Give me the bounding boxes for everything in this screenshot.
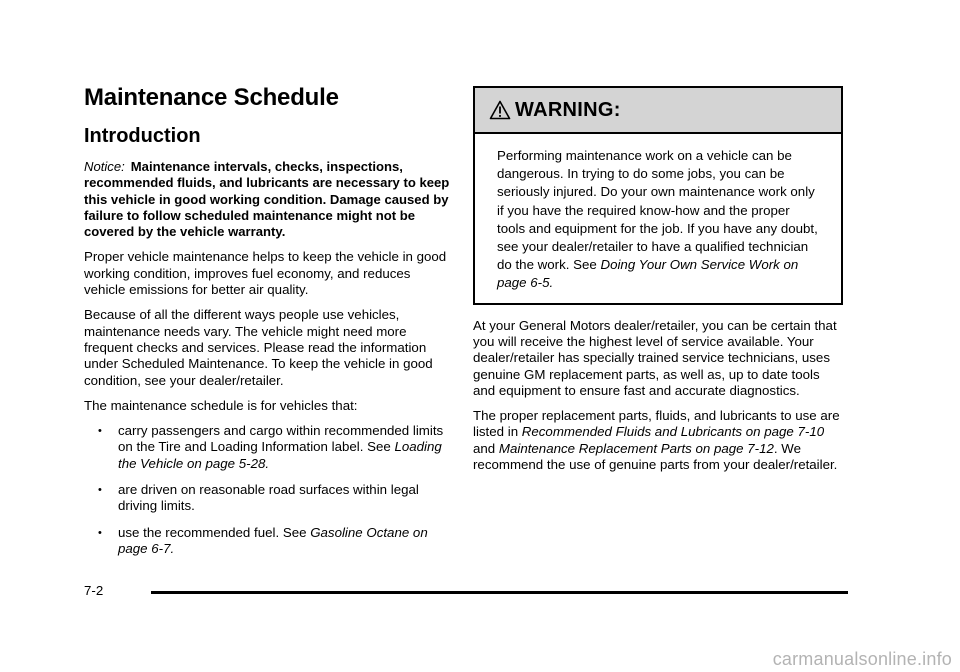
notice-paragraph xyxy=(84,159,450,240)
warning-header xyxy=(475,88,841,134)
paragraph-text: . We recommend the use of genuine parts from your dealer/retailer. xyxy=(473,440,838,472)
cross-reference-link[interactable]: Loading the Vehicle on page 5-28. xyxy=(118,439,442,471)
paragraph-text: The proper replacement parts, fluids, and lubricants to use are listed in xyxy=(473,408,840,440)
notice-text: Maintenance intervals, checks, inspections, recommended fluids, and lubricants are necessary to keep this vehicle in good working condition. Damage caused by failure to follow scheduled maintenance might not be covered by the vehicle warranty. xyxy=(84,159,450,240)
cross-reference-link[interactable]: Doing Your Own Service Work on page 6-5. xyxy=(497,257,799,291)
right-column xyxy=(473,86,843,482)
warning-text: Performing maintenance work on a vehicle can be dangerous. In trying to do some jobs, you can be seriously injured. Do your own maintenance work only if you have the required know-how and the proper tools and equipment for the job. If you have any doubt, see your dealer/retailer to have a qualified technician do the work. See xyxy=(497,148,818,273)
bullet-icon: • xyxy=(98,425,102,438)
paragraph-dealer-service: At your General Motors dealer/retailer, you can be certain that you will receive the highest level of service available. Your dealer/retailer has specially trained service technicians, uses genuine GM replacement parts, as well as, up to date tools and equipment to ensure fast and accurate diagnostics. xyxy=(473,317,837,398)
list-item xyxy=(98,423,450,472)
list-item-text: use the recommended fuel. See xyxy=(118,524,311,540)
list-item-text: are driven on reasonable road surfaces within legal driving limits. xyxy=(118,482,419,514)
list-item xyxy=(98,525,450,558)
list-item xyxy=(98,482,450,515)
warning-title: WARNING: xyxy=(515,98,621,121)
warning-box xyxy=(473,86,843,305)
warning-triangle-icon xyxy=(489,100,511,120)
page-title: Maintenance Schedule xyxy=(84,84,339,111)
bullet-icon: • xyxy=(98,484,102,497)
paragraph-maintenance-needs: Because of all the different ways people use vehicles, maintenance needs vary. The vehicle might need more frequent checks and services. Please read the information under Scheduled Maintenance. To keep the vehicle in good condition, see your dealer/retailer. xyxy=(84,307,433,388)
paragraph-text: and xyxy=(473,440,499,456)
warning-body xyxy=(475,134,841,303)
watermark: carmanualsonline.info xyxy=(772,649,952,669)
section-title: Introduction xyxy=(84,125,201,147)
vehicle-conditions-list xyxy=(84,423,450,557)
cross-reference-link[interactable]: Recommended Fluids and Lubricants on page 7-10 xyxy=(521,424,825,440)
paragraph-maintenance-benefits: Proper vehicle maintenance helps to keep the vehicle in good working condition, improves fuel economy, and reduces vehicle emissions for better air quality. xyxy=(84,249,447,298)
list-item-text: carry passengers and cargo within recommended limits on the Tire and Loading Information label. See xyxy=(118,423,444,455)
cross-reference-link[interactable]: Maintenance Replacement Parts on page 7-12 xyxy=(498,440,774,456)
notice-label: Notice: xyxy=(84,159,125,174)
footer-rule xyxy=(151,591,848,594)
cross-reference-link[interactable]: Gasoline Octane on page 6-7. xyxy=(118,524,428,556)
page-footer xyxy=(84,583,850,603)
paragraph-replacement-parts xyxy=(473,408,843,473)
page-number: 7-2 xyxy=(84,583,104,598)
left-column xyxy=(84,84,450,567)
paragraph-schedule-intro: The maintenance schedule is for vehicles that: xyxy=(84,397,358,413)
bullet-icon: • xyxy=(98,526,102,539)
